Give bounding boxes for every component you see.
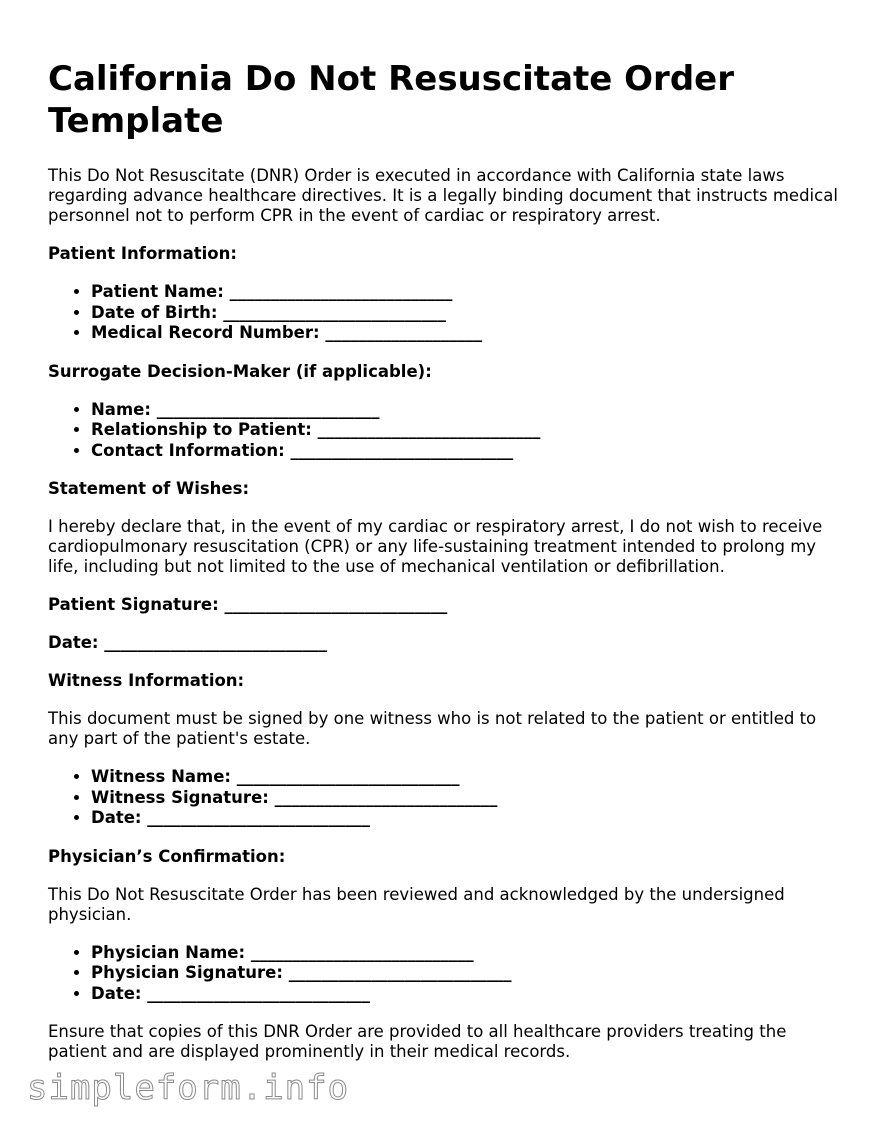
- witness-heading: Witness Information:: [48, 671, 245, 690]
- witness-date-field: [91, 808, 838, 829]
- field-label: Date:: [91, 983, 142, 1003]
- blank-line[interactable]: ___________________________: [223, 302, 447, 322]
- field-label: Date:: [48, 633, 99, 652]
- witness-list: [48, 767, 838, 829]
- patient-info-list: [48, 282, 838, 344]
- physician-date-field: [91, 984, 838, 1005]
- witness-paragraph: This document must be signed by one witness who is not related to the patient or entitled to any part of the patient's estate.: [48, 709, 817, 748]
- surrogate-heading: Surrogate Decision-Maker (if applicable):: [48, 361, 432, 381]
- intro-paragraph: This Do Not Resuscitate (DNR) Order is executed in accordance with California state laws regarding advance healthcare directives. It is a legally binding document that instructs medical personnel not to perform CPR in the event of cardiac or respiratory arrest.: [48, 166, 838, 225]
- blank-line[interactable]: ___________________________: [104, 633, 328, 652]
- blank-line[interactable]: ___________________________: [224, 595, 448, 614]
- physician-heading: Physician’s Confirmation:: [48, 846, 286, 866]
- closing-paragraph: Ensure that copies of this DNR Order are provided to all healthcare providers treating the patient and are displayed prominently in their medical records.: [48, 1022, 787, 1061]
- medical-record-number-field: [91, 323, 838, 344]
- blank-line[interactable]: ___________________________: [147, 808, 371, 827]
- field-label: Witness Name:: [91, 767, 231, 786]
- patient-name-field: [91, 282, 838, 303]
- blank-line[interactable]: ___________________________: [317, 420, 541, 439]
- field-label: Contact Information:: [91, 440, 285, 460]
- witness-name-field: [91, 767, 838, 788]
- blank-line[interactable]: ___________________________: [290, 440, 514, 460]
- field-label: Physician Name:: [91, 942, 246, 962]
- surrogate-name-field: [91, 400, 838, 421]
- document-title: California Do Not Resuscitate Order Template: [48, 59, 734, 141]
- field-label: Medical Record Number:: [91, 323, 320, 342]
- blank-line[interactable]: ___________________: [325, 323, 483, 342]
- field-label: Date:: [91, 808, 142, 827]
- physician-paragraph: This Do Not Resuscitate Order has been reviewed and acknowledged by the undersigned physician.: [48, 884, 785, 924]
- blank-line[interactable]: ___________________________: [147, 983, 371, 1003]
- blank-line[interactable]: ___________________________: [229, 282, 453, 301]
- blank-line[interactable]: ___________________________: [250, 942, 474, 962]
- field-label: Patient Name:: [91, 282, 224, 301]
- relationship-field: [91, 420, 838, 441]
- watermark: simpleform.info: [27, 1068, 350, 1108]
- contact-info-field: [91, 441, 838, 462]
- field-label: Date of Birth:: [91, 302, 218, 322]
- physician-name-field: [91, 943, 838, 964]
- blank-line[interactable]: ___________________________: [156, 399, 380, 419]
- wishes-heading: Statement of Wishes:: [48, 479, 250, 498]
- document-page: [48, 58, 838, 1080]
- blank-line[interactable]: ___________________________: [288, 963, 512, 982]
- wishes-paragraph: I hereby declare that, in the event of my cardiac or respiratory arrest, I do not wish to receive cardiopulmonary resuscitation (CPR) or any life-sustaining treatment intended to prolong my life, including but not limited to the use of mechanical ventilation or defibrillation.: [48, 517, 823, 576]
- patient-signature-line: [48, 595, 838, 615]
- field-label: Name:: [91, 399, 151, 419]
- field-label: Relationship to Patient:: [91, 420, 312, 439]
- blank-line[interactable]: ___________________________: [236, 767, 460, 786]
- field-label: Patient Signature:: [48, 595, 219, 614]
- blank-line[interactable]: ___________________________: [274, 787, 498, 807]
- field-label: Physician Signature:: [91, 963, 283, 982]
- physician-signature-field: [91, 963, 838, 984]
- patient-info-heading: Patient Information:: [48, 244, 237, 263]
- physician-list: [48, 943, 838, 1005]
- surrogate-list: [48, 400, 838, 462]
- patient-date-line: [48, 633, 838, 653]
- date-of-birth-field: [91, 303, 838, 324]
- field-label: Witness Signature:: [91, 787, 269, 807]
- witness-signature-field: [91, 788, 838, 809]
